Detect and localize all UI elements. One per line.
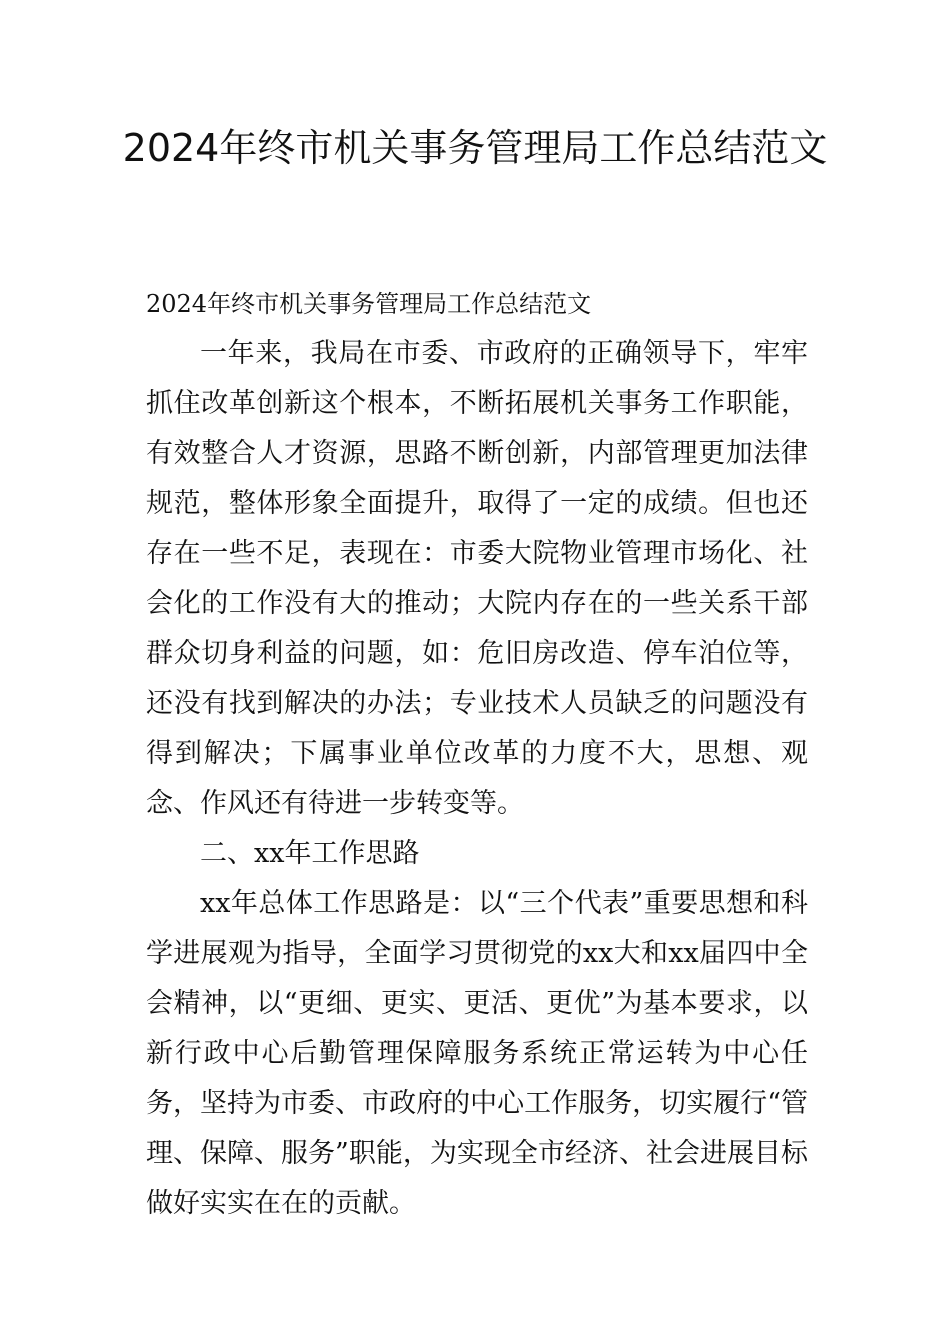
- paragraph-summary: 一年来，我局在市委、市政府的正确领导下，牢牢抓住改革创新这个根本，不断拓展机关事务工作职能，有效整合人才资源，思路不断创新，内部管理更加法律规范，整体形象全面提升，取得了一定的成绩。但也还存在一些不足，表现在：市委大院物业管理市场化、社会化的工作没有大的推动；大院内存在的一些关系干部群众切身利益的问题，如：危旧房改造、停车泊位等，还没有找到解决的办法；专业技术人员缺乏的问题没有得到解决；下属事业单位改革的力度不大，思想、观念、作风还有待进一步转变等。: [146, 338, 808, 819]
- document-subtitle: 2024年终市机关事务管理局工作总结范文: [146, 290, 592, 318]
- paragraph-work-plan: xx年总体工作思路是：以“三个代表”重要思想和科学进展观为指导，全面学习贯彻党的xx大和xx届四中全会精神，以“更细、更实、更活、更优”为基本要求，以新行政中心后勤管理保障服务系统正常运转为中心任务，坚持为市委、市政府的中心工作服务，切实履行“管理、保障、服务”职能，为实现全市经济、社会进展目标做好实实在在的贡献。: [146, 888, 808, 1219]
- section-heading: 二、xx年工作思路: [200, 838, 420, 869]
- document-body: [146, 279, 808, 1229]
- document-title: 2024年终市机关事务管理局工作总结范文: [122, 126, 828, 170]
